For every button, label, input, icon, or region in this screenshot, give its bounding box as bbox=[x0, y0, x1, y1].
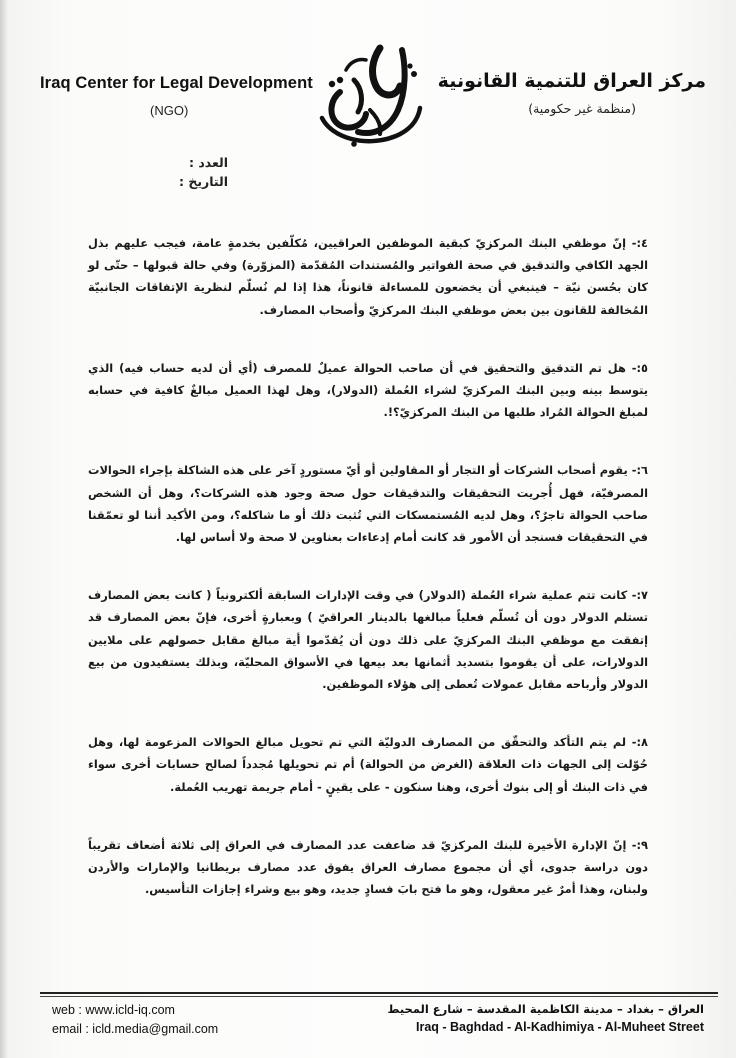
footer-address-arabic: العراق – بغداد – مدينة الكاظمية المقدسة – شارع المحيط bbox=[387, 1002, 704, 1016]
paragraph-9: ٩:- إنّ الإدارة الأخيرة للبنك المركزيّ قد ضاعفت عدد المصارف في العراق إلى ثلاثة أضعاف تقريباً دون دراسة جدوى، أي أن مجموع مصارف العراق يفوق عدد مصارف بريطانيا والإمارات والأردن ولبنان، وهذا أمرٌ غير معقول، وهو ما فتح بابَ فسادٍ جديد، وهو بيع وشراء إجازات التأسيس. bbox=[88, 837, 648, 897]
paragraph-7: ٧:- كانت تتم عملية شراء العُملة (الدولار) في وقت الإدارات السابقة ألكترونياً ( كانت بعض المصارف تستلم الدولار دون أن تُسلّم فعلياً مبالغها بالدينار العراقيّ ) وبعبارةٍ أخرى، فإنّ بعض المصارف قد إتفقت مع موظفي البنك المركزيّ على ذلك دون أن يُقدّموا أية مبالغ مقابل حصولهم على ملايين الدولارات، على أن يقوموا بتسديد أثمانها بعد بيعها في الأسواق المحليّة، وبذلك يستفيدون من بيع الدولار وأرباحه مقابل عمولات تُعطى إلى هؤلاء الموظفين. bbox=[88, 588, 648, 692]
org-type-english: (NGO) bbox=[150, 103, 189, 118]
letter-body bbox=[88, 232, 648, 936]
footer-divider bbox=[40, 992, 718, 994]
paragraph-5: ٥:- هل تم التدقيق والتحقيق في أن صاحب الحوالة عميلٌ للمصرف (أي أن لديه حساب فيه) الذي يتوسط بينه وبين البنك المركزيّ لشراء العُملة (الدولار)، وهل لهذا العميل مبالغٌ كافية في حسابه لمبلغ الحوالة المُراد طلبها من البنك المركزيّ؟!. bbox=[88, 360, 648, 420]
footer-divider-thin bbox=[40, 996, 718, 997]
footer-email: email : icld.media@gmail.com bbox=[52, 1022, 219, 1036]
org-name-arabic: مركز العراق للتنمية القانونية bbox=[437, 70, 706, 92]
paragraph-6: ٦:- يقوم أصحاب الشركات أو التجار أو المقاولين أو أيّ مستوردٍ آخر على هذه الشاكلة بإجراء الحوالات المصرفيّة، فهل أُجريت التحقيقات والتدقيقات حول صحة وجود هذه الشركات؟، وهل أن الشخص صاحب الحوالة تاجرٌ؟، وهل لديه المُستمسكات التي تُثبت ذلك أو ما شاكله؟، ومن الأكيد أننا لو تعمّقنا في التحقيقات فسنجد أن الأمور قد كانت أمام إدعاءات بعناوين لا صحة ولا أساس لها. bbox=[88, 463, 648, 545]
paragraph-4: ٤:- إنّ موظفي البنك المركزيّ كبقية الموظفين العراقيين، مُكلّفين بخدمةٍ عامة، فيجب عليهم بذل الجهد الكافي والتدقيق في صحة الفواتير والمُستندات المُقدّمة (المزوّرة) وفي حالة قبولها – حتّى لو كان بحُسن نيّة – فينبغي أن يخضعون للمساءلة قانوناً، هذا إذا لم نُسلّم لنظرية الإتفاقات الجانبيّة المُخالفة للقانون بين بعض موظفي البنك المركزيّ وأصحاب المصارف. bbox=[88, 236, 648, 317]
date-label: التاريخ : bbox=[178, 174, 228, 189]
document-meta bbox=[168, 153, 228, 191]
paragraph-8: ٨:- لم يتم التأكد والتحقّق من المصارف الدوليّة التي تم تحويل مبالغ الحوالات المزعومة لها، وهل حُوّلت إلى الجهات ذات العلاقة (الغرض من الحوالة) أم تم تحويلها مُجدداً لصالح حسابات أخرى سواء في ذات البنك أو إلى بنوك أخرى، وهنا سنكون - على يقينٍ - أمام جريمة تهريب العُملة. bbox=[88, 735, 648, 794]
org-type-arabic: (منظمة غير حكومية) bbox=[528, 101, 636, 116]
org-name-english: Iraq Center for Legal Development bbox=[40, 74, 313, 92]
number-label: العدد : bbox=[188, 155, 228, 170]
footer-address-english: Iraq - Baghdad - Al-Kadhimiya - Al-Muheet Street bbox=[416, 1020, 704, 1034]
footer-website: web : www.icld-iq.com bbox=[52, 1003, 175, 1017]
calligraphy-logo-icon bbox=[310, 40, 430, 152]
page-fold-shadow bbox=[0, 0, 8, 1058]
